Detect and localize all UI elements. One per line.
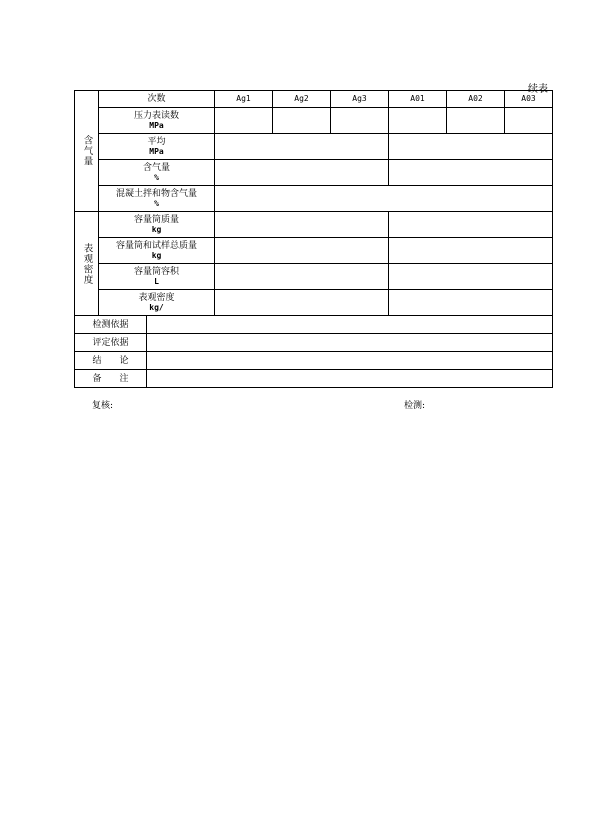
col-header: Ag1	[215, 91, 273, 108]
section-density-cell	[75, 212, 99, 316]
row-label: 表观密度 kg/	[99, 290, 215, 316]
row-label: 混凝土拌和物含气量 %	[99, 186, 215, 212]
table-row	[75, 160, 553, 186]
table-row	[75, 186, 553, 212]
section-density-label: 表观密度	[81, 242, 93, 285]
header-row	[75, 91, 553, 108]
col-header: A02	[447, 91, 505, 108]
col-header: Ag3	[331, 91, 389, 108]
data-cell[interactable]	[389, 290, 553, 316]
row-label: 压力表读数 MPa	[99, 108, 215, 134]
section-air-label: 含气量	[81, 135, 93, 167]
footer-label: 评定依据	[75, 334, 147, 352]
footer-label: 检测依据	[75, 316, 147, 334]
table-row	[75, 238, 553, 264]
section-air-cell	[75, 91, 99, 212]
footer-value[interactable]	[147, 316, 553, 334]
table-row	[75, 108, 553, 134]
footer-row	[75, 352, 553, 370]
footer-value[interactable]	[147, 352, 553, 370]
data-cell[interactable]	[447, 108, 505, 134]
footer-label: 备 注	[75, 370, 147, 388]
row-label: 容量筒和试样总质量 kg	[99, 238, 215, 264]
col-header: Ag2	[273, 91, 331, 108]
data-cell[interactable]	[389, 160, 553, 186]
col-header: A01	[389, 91, 447, 108]
row-label: 容量筒质量 kg	[99, 212, 215, 238]
data-cell[interactable]	[215, 108, 273, 134]
footer-row	[75, 316, 553, 334]
footer-value[interactable]	[147, 334, 553, 352]
data-cell[interactable]	[215, 186, 553, 212]
row-label: 容量筒容积 L	[99, 264, 215, 290]
data-cell[interactable]	[389, 238, 553, 264]
data-cell[interactable]	[389, 108, 447, 134]
col-title: 次数	[99, 91, 215, 108]
data-cell[interactable]	[215, 134, 389, 160]
table-row	[75, 264, 553, 290]
table-row	[75, 290, 553, 316]
data-cell[interactable]	[215, 290, 389, 316]
tester-label: 检测:	[404, 401, 426, 411]
footer-row	[75, 370, 553, 388]
row-label: 含气量 %	[99, 160, 215, 186]
data-cell[interactable]	[389, 212, 553, 238]
data-cell[interactable]	[389, 134, 553, 160]
col-header: A03	[505, 91, 553, 108]
footer-row	[75, 334, 553, 352]
row-label: 平均 MPa	[99, 134, 215, 160]
data-cell[interactable]	[215, 264, 389, 290]
data-cell[interactable]	[215, 238, 389, 264]
data-cell[interactable]	[273, 108, 331, 134]
reviewer-label: 复核:	[92, 401, 114, 411]
data-cell[interactable]	[505, 108, 553, 134]
data-cell[interactable]	[215, 160, 389, 186]
table-row	[75, 212, 553, 238]
footer-value[interactable]	[147, 370, 553, 388]
footer-label: 结 论	[75, 352, 147, 370]
continued-label: 续表	[528, 84, 548, 95]
data-cell[interactable]	[215, 212, 389, 238]
table-row	[75, 134, 553, 160]
data-cell[interactable]	[331, 108, 389, 134]
data-cell[interactable]	[389, 264, 553, 290]
test-record-table	[74, 90, 553, 388]
